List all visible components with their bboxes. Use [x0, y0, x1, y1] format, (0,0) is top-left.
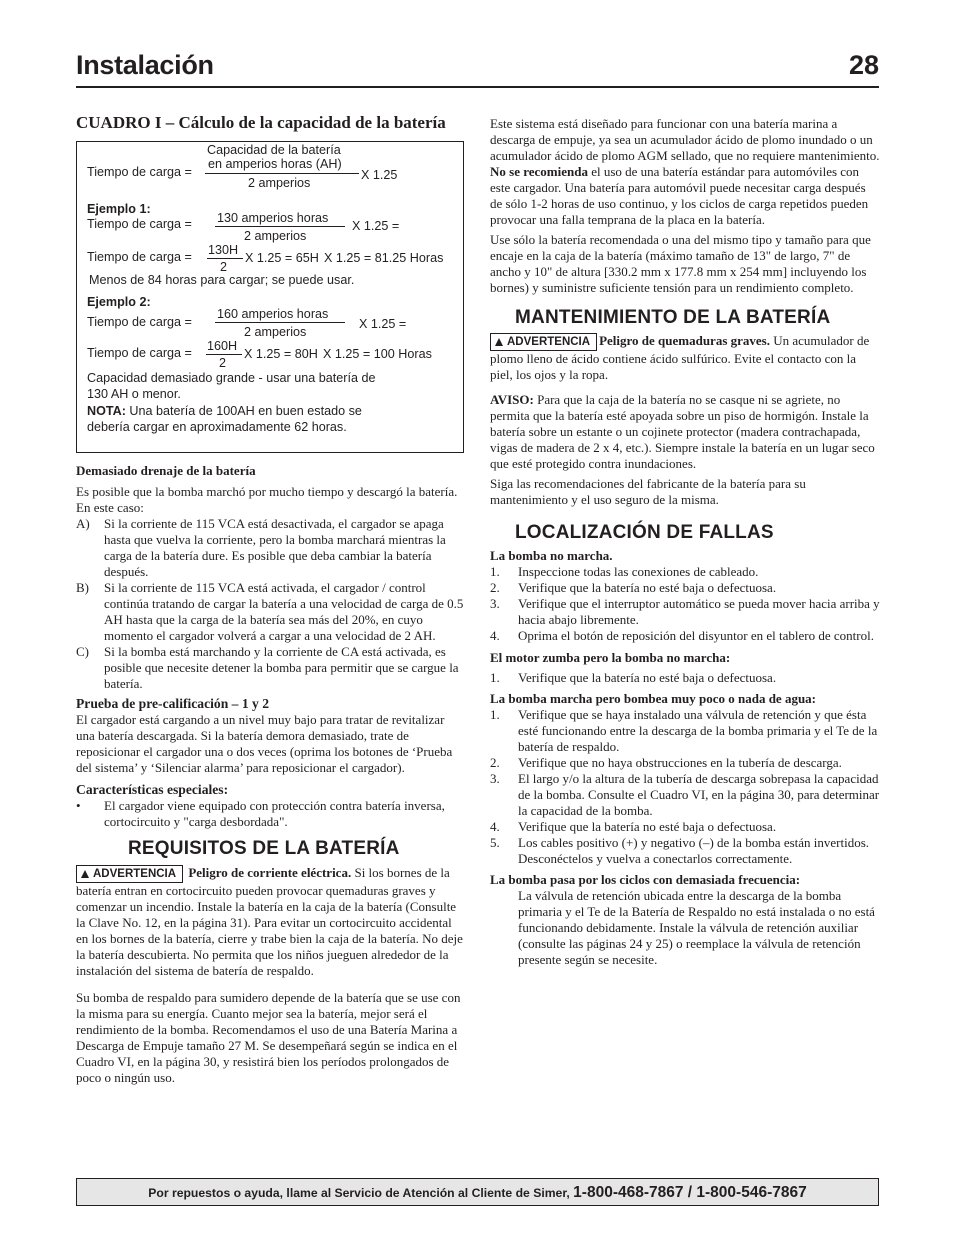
ej1-note: Menos de 84 horas para cargar; se puede usar. [89, 273, 355, 287]
cuadro-box [76, 141, 464, 453]
s1-num-1: 1. [490, 564, 500, 579]
ej2-heading: Ejemplo 2: [87, 295, 151, 309]
precal-text: El cargador está cargando a un nivel muy bajo para tratar de revitalizar una batería descargada. Si la batería demora demasiado, trate de reposicionar el cargador una o dos veces (oprima los botones de ‘Prueba del sistema’ y ‘Silenciar alarma’ para reposicionar el cargador). [76, 712, 453, 775]
ej2-r2-den: 2 [219, 356, 227, 370]
s2-item-1: Verifique que la batería no esté baja o defectuosa. [518, 670, 777, 685]
ej2-note2: 130 AH o menor. [87, 387, 181, 401]
footer-text: Por repuestos o ayuda, llame al Servicio de Atención al Cliente de Simer, [148, 1186, 574, 1200]
warning-triangle-icon [495, 338, 503, 346]
intro-p1a: Este sistema está diseñado para funcionar con una batería marina a descarga de empuje, ya sea un acumulador ácido de plomo inundado o un acumulador ácido de plomo AGM sellado, que no requiere mantenimiento. [490, 116, 880, 163]
ej1-r1-den: 2 amperios [244, 229, 307, 243]
requisitos-heading: REQUISITOS DE LA BATERÍA [128, 838, 400, 859]
row0-den: 2 amperios [248, 176, 311, 190]
ej1-r2-tail: X 1.25 = 81.25 Horas [324, 251, 444, 265]
especiales-bullet: • [76, 798, 81, 813]
row0-mult: X 1.25 [361, 168, 398, 182]
intro-p1c: el uso de una batería estándar para automóviles con este cargador. Una batería para automóvil puede necesitar carga después de sólo 1-2 horas de uso continuo, y los ciclos de carga repetidos pueden provocar una falla temprana de la placa en la batería. [490, 164, 869, 227]
ej2-r2-label: Tiempo de carga = [87, 346, 192, 360]
ej2-r1-num: 160 amperios horas [217, 307, 329, 321]
mantenimiento-warning-text: ADVERTENCIA [507, 336, 591, 348]
intro-p1b: No se recomienda [490, 164, 588, 179]
fallas-s3-heading: La bomba marcha pero bombea muy poco o nada de agua: [490, 691, 816, 706]
ej1-r2-num: 130H [208, 243, 239, 257]
requisitos-warning-text: ADVERTENCIA [93, 868, 177, 880]
requisitos-p2: Su bomba de respaldo para sumidero depende de la batería que se use con la misma para su energía. Cuanto mejor sea la batería, mejor será el rendimiento de la bomba. Recomendamos el uso de una Batería Marina a Descarga de Empuje tamaño 27 M. Se desempeñará según se indica en el Cuadro VI, en la página 30, y resistirá bien los períodos prolongados de poco o ningún uso. [76, 990, 461, 1085]
page-number: 28 [848, 50, 879, 80]
drenaje-marker-b: B) [76, 580, 89, 595]
s2-num-1: 1. [490, 670, 500, 685]
drenaje-item-b: Si la corriente de 115 VCA está activada, el cargador / control continúa tratando de cargar la batería a una velocidad de carga de 0.5 AH hasta que la carga de la batería sea más del 20%, en cuyo momento el cargador volverá a cargar a una velocidad de 2 AH. [104, 580, 464, 643]
row0-num2: en amperios horas (AH) [208, 157, 342, 171]
s3-num-5: 5. [490, 835, 500, 850]
drenaje-heading: Demasiado drenaje de la batería [76, 463, 256, 478]
ej2-note1: Capacidad demasiado grande - usar una batería de [87, 371, 376, 385]
ej1-r1-label: Tiempo de carga = [87, 217, 192, 231]
mantenimiento-heading: MANTENIMIENTO DE LA BATERÍA [515, 307, 831, 328]
mantenimiento-warning-label [490, 333, 597, 351]
fallas-s4-text: La válvula de retención ubicada entre la descarga de la bomba primaria y el Te de la Batería de Respaldo no está instalada o no está funcionando debidamente. Instale la válvula de retención auxiliar (consulte las páginas 24 y 25) o reemplace la válvula de retención presente según se necesite. [518, 888, 875, 967]
especiales-heading: Características especiales: [76, 782, 229, 797]
footer-phones: 1-800-468-7867 / 1-800-546-7867 [573, 1184, 807, 1201]
s3-item-3: El largo y/o la altura de la tubería de descarga sobrepasa la capacidad de la bomba. Consulte el Cuadro VI, en la página 30, para determinar la capacidad de la bomba. [518, 771, 880, 818]
ej1-r1-mult: X 1.25 = [352, 219, 400, 233]
aviso-label: AVISO: [490, 392, 534, 407]
intro-p2: Use sólo la batería recomendada o una del mismo tipo y tamaño para que encaje en la caja de la batería (máximo tamaño de 13" de largo, 7" de ancho y 10" de altura [330.2 mm x 177.8 mm x 254 mm] incluyendo los bornes) y suministre suficiente tensión para un rendimiento completo. [490, 232, 871, 295]
s1-item-2: Verifique que la batería no esté baja o defectuosa. [518, 580, 777, 595]
mantenimiento-warn-bold: Peligro de quemaduras graves. [599, 333, 770, 348]
drenaje-list [76, 516, 464, 692]
ej1-r1-num: 130 amperios horas [217, 211, 329, 225]
precal-heading: Prueba de pre-calificación – 1 y 2 [76, 696, 270, 711]
nota-text1: Una batería de 100AH en buen estado se [125, 404, 362, 418]
requisitos-warning-label [76, 865, 183, 883]
nota-label: NOTA: [87, 404, 126, 418]
s3-num-1: 1. [490, 707, 500, 722]
ej1-r2-mid: X 1.25 = 65H [245, 251, 319, 265]
s1-num-2: 2. [490, 580, 500, 595]
ej2-nota-line2: debería cargar en aproximadamente 62 horas. [87, 420, 347, 434]
s3-item-4: Verifique que la batería no esté baja o defectuosa. [518, 819, 777, 834]
s3-item-5: Los cables positivo (+) y negativo (–) de la bomba están invertidos. Desconéctelos y vuelva a conectarlos correctamente. [518, 835, 870, 866]
s3-num-2: 2. [490, 755, 500, 770]
mantenimiento-warn-text: Un acumulador de plomo lleno de ácido contiene ácido sulfúrico. Evite el contacto con la piel, los ojos y la ropa. [490, 333, 870, 382]
drenaje-item-a: Si la corriente de 115 VCA está desactivada, el cargador se apaga hasta que vuelva la corriente, pero la bomba marchará mientras la carga de la batería dure. Es posible que deba cambiar la batería después. [104, 516, 446, 579]
drenaje-item-c: Si la bomba está marchando y la corriente de CA está activada, es posible que necesite detener la bomba para permitir que se cargue la batería. [104, 644, 459, 691]
requisitos-warn-text: Si los bornes de la batería entran en cortocircuito pueden provocar quemaduras graves y comenzar un incendio. Instale la batería en la caja de la batería (Consulte la Clave No. 12, en la página 31). Para evitar un cortocircuito accidental en los bornes de la batería, cierre y trabe bien la caja de la batería. No deje la batería descubierta. No permita que los niños jueguen alrededor de la instalación del sistema de batería de respaldo. [76, 865, 463, 978]
ej2-r1-label: Tiempo de carga = [87, 315, 192, 329]
s1-num-3: 3. [490, 596, 500, 611]
ej2-r1-fraction-line [215, 322, 345, 323]
fallas-s1-heading: La bomba no marcha. [490, 548, 613, 563]
s1-num-4: 4. [490, 628, 500, 643]
s1-item-4: Oprima el botón de reposición del disyuntor en el tablero de control. [518, 628, 874, 643]
ej1-r2-den: 2 [220, 260, 228, 274]
s3-num-4: 4. [490, 819, 500, 834]
ej2-nota-line1 [87, 403, 362, 419]
mantenimiento-p3: Siga las recomendaciones del fabricante de la batería para su mantenimiento y el uso seguro de la misma. [490, 476, 806, 507]
warning-triangle-icon [81, 870, 89, 878]
right-column [490, 116, 880, 968]
row0-fraction-line [205, 173, 359, 174]
ej2-r1-mult: X 1.25 = [359, 317, 407, 331]
s3-item-2: Verifique que no haya obstrucciones en la tubería de descarga. [518, 755, 842, 770]
ej2-r2-tail: X 1.25 = 100 Horas [323, 347, 432, 361]
row0-label: Tiempo de carga = [87, 165, 192, 179]
fallas-s4-heading: La bomba pasa por los ciclos con demasiada frecuencia: [490, 872, 801, 887]
s3-item-1: Verifique que se haya instalado una válvula de retención y que ésta esté funcionando entre la descarga de la bomba primaria y el Te de la batería de respaldo. [518, 707, 878, 754]
page-title: Instalación [76, 50, 214, 80]
left-column [76, 112, 464, 1086]
drenaje-marker-a: A) [76, 516, 90, 531]
ej2-r2-mid: X 1.25 = 80H [244, 347, 318, 361]
ej1-r1-fraction-line [215, 226, 345, 227]
fallas-heading: LOCALIZACIÓN DE FALLAS [515, 522, 774, 543]
s1-item-1: Inspeccione todas las conexiones de cableado. [518, 564, 759, 579]
ej1-r2-label: Tiempo de carga = [87, 250, 192, 264]
especiales-text: El cargador viene equipado con protección contra batería inversa, cortocircuito y "carga desbordada". [104, 798, 445, 829]
s3-num-3: 3. [490, 771, 500, 786]
fallas-s2-heading: El motor zumba pero la bomba no marcha: [490, 650, 731, 665]
ej2-r2-num: 160H [207, 339, 238, 353]
aviso-text: Para que la caja de la batería no se casque ni se agriete, no permita que la batería esté apoyada sobre un piso de hormigón. Instale la batería sobre un estante o un cojinete protector (madera contrachapada, vigas de madera de 2 x 4, etc.). Siempre instale la batería en un lugar seco que esté protegido contra inundaciones. [490, 392, 875, 471]
s1-item-3: Verifique que el interruptor automático se pueda mover hacia arriba y hacia abajo libremente. [518, 596, 880, 627]
ej2-r1-den: 2 amperios [244, 325, 307, 339]
drenaje-marker-c: C) [76, 644, 89, 659]
drenaje-intro: Es posible que la bomba marchó por mucho tiempo y descargó la batería. En este caso: [76, 484, 458, 515]
requisitos-warn-bold: Peligro de corriente eléctrica. [188, 865, 352, 880]
header-rule [76, 86, 879, 88]
cuadro-title: CUADRO I – Cálculo de la capacidad de la batería [76, 113, 446, 132]
row0-num1: Capacidad de la batería [207, 143, 341, 157]
ej1-heading: Ejemplo 1: [87, 202, 151, 216]
footer-bar [76, 1178, 879, 1206]
